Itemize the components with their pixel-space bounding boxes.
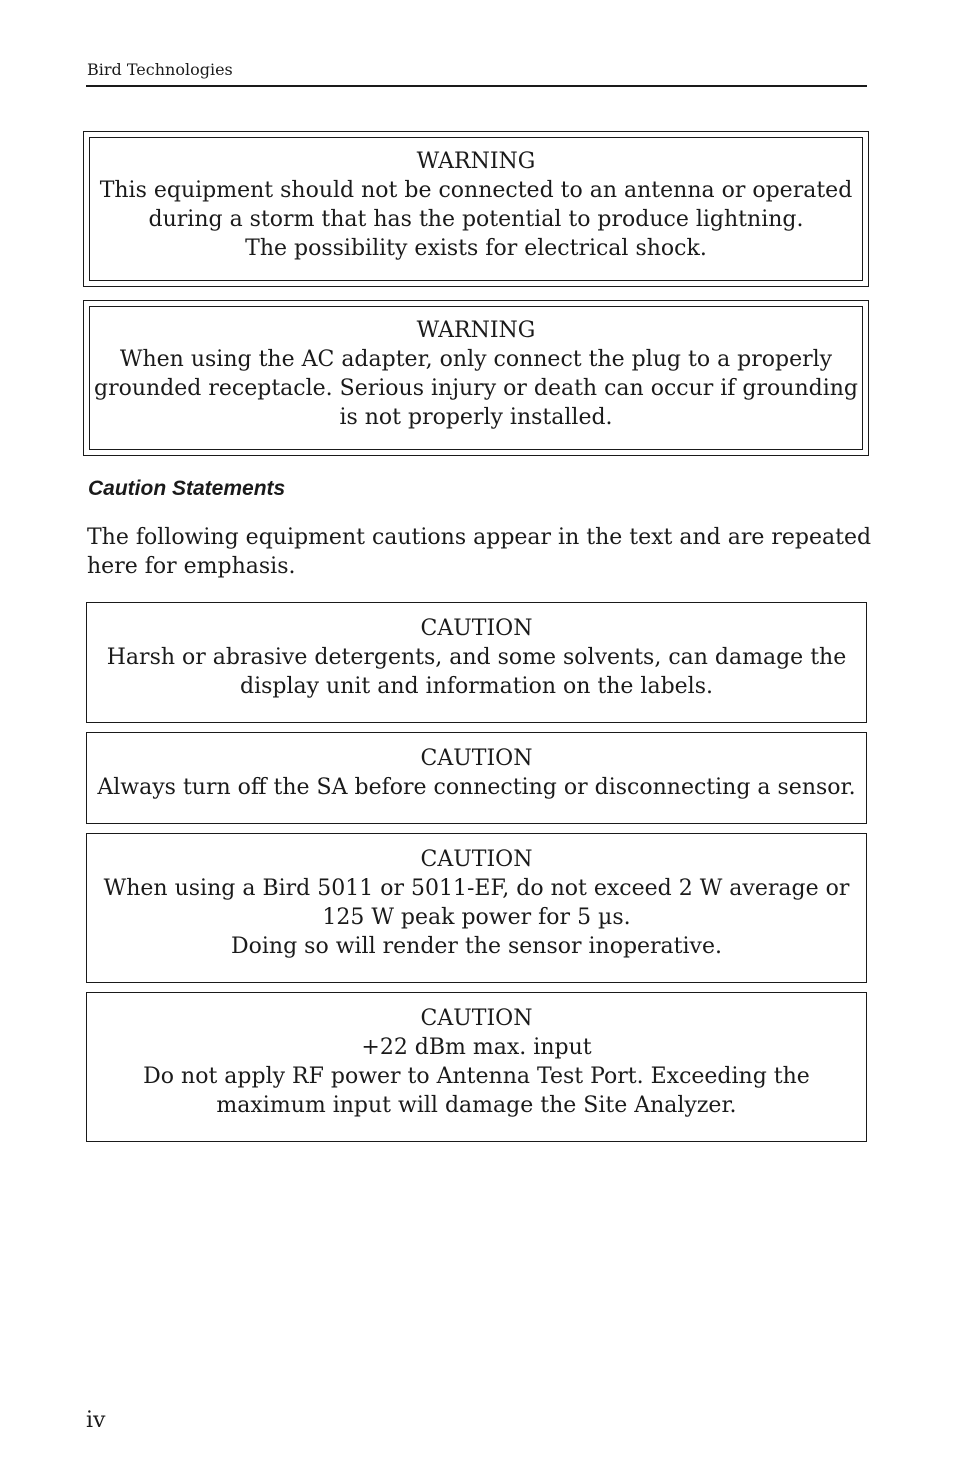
caution-title: CAUTION xyxy=(420,746,533,771)
section-heading: Caution Statements xyxy=(88,477,286,500)
warning-line: When using the AC adapter, only connect the plug to a properly xyxy=(119,347,833,372)
warning-line: This equipment should not be connected to an antenna or operated xyxy=(99,178,853,203)
caution-box-power-limit xyxy=(86,833,867,983)
caution-line: display unit and information on the labels. xyxy=(239,674,713,699)
warning-line: grounded receptacle. Serious injury or death can occur if grounding xyxy=(94,376,858,401)
caution-line: 125 W peak power for 5 µs. xyxy=(322,905,631,930)
intro-paragraph: The following equipment cautions appear in the text and are repeated here for emphasis. xyxy=(87,525,872,579)
caution-line: Harsh or abrasive detergents, and some solvents, can damage the xyxy=(106,645,847,670)
caution-title: CAUTION xyxy=(420,1006,533,1031)
caution-line: maximum input will damage the Site Analyzer. xyxy=(216,1093,737,1118)
caution-line: Do not apply RF power to Antenna Test Port. Exceeding the xyxy=(143,1064,810,1089)
caution-line: Doing so will render the sensor inoperative. xyxy=(231,934,722,959)
warning-title: WARNING xyxy=(416,149,536,174)
caution-box-detergents xyxy=(86,602,867,723)
caution-title: CAUTION xyxy=(420,616,533,641)
caution-line: When using a Bird 5011 or 5011-EF, do not exceed 2 W average or xyxy=(103,876,850,901)
caution-box-rf-input xyxy=(86,992,867,1142)
header-rule xyxy=(86,85,867,87)
warning-line: during a storm that has the potential to produce lightning. xyxy=(148,207,804,232)
running-header: Bird Technologies xyxy=(87,60,233,79)
warning-line: is not properly installed. xyxy=(339,405,613,430)
warning-box-inner xyxy=(89,306,863,450)
warning-line: The possibility exists for electrical shock. xyxy=(245,236,707,261)
warning-title: WARNING xyxy=(416,318,536,343)
caution-line: +22 dBm max. input xyxy=(361,1035,592,1060)
caution-title: CAUTION xyxy=(420,847,533,872)
warning-box-lightning xyxy=(83,131,869,287)
caution-box-sensor xyxy=(86,732,867,824)
warning-box-ac-adapter xyxy=(83,300,869,456)
warning-box-inner xyxy=(89,137,863,281)
caution-line: Always turn off the SA before connecting or disconnecting a sensor. xyxy=(97,775,856,800)
page-number: iv xyxy=(86,1408,106,1433)
